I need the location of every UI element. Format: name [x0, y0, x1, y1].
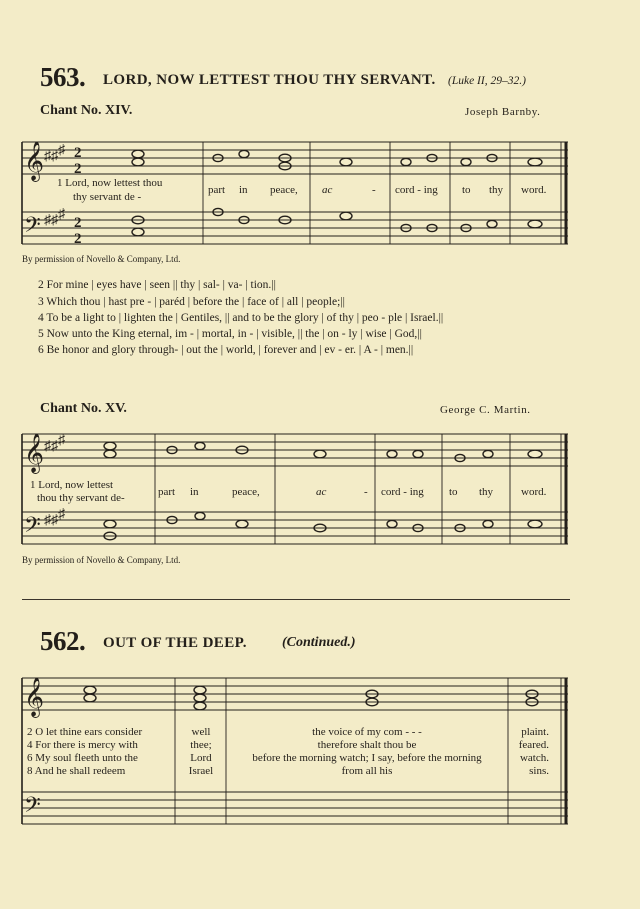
verse-line: from all his — [341, 765, 393, 777]
svg-text:2: 2 — [74, 145, 82, 161]
lyric-word: to — [462, 184, 471, 196]
svg-text:𝄞: 𝄞 — [24, 143, 45, 180]
lyric-intro-line-2: thy servant de - — [73, 191, 142, 203]
verse-line: watch. — [519, 752, 549, 764]
verse-line: sins. — [529, 765, 549, 777]
lyric-word: peace, — [270, 184, 298, 196]
lyric-intro-line-2: thou thy servant de- — [37, 492, 125, 504]
section-divider — [22, 599, 570, 600]
verse-line: feared. — [518, 739, 549, 751]
svg-text:𝄞: 𝄞 — [24, 679, 45, 716]
lyric-word: word. — [521, 486, 547, 498]
lyric-word: - — [372, 184, 376, 196]
verse-line: Israel — [188, 765, 214, 777]
lyric-word: in — [190, 486, 199, 498]
lyric-word: ac — [322, 184, 333, 196]
lyric-intro-line-1: 1 Lord, now lettest thou — [57, 177, 163, 189]
composer-name: Joseph Barnby. — [465, 106, 541, 118]
continued-label: (Continued.) — [282, 635, 356, 650]
verse-column-3 — [228, 726, 506, 778]
verse-column-1 — [27, 726, 142, 778]
lyric-word: thy — [479, 486, 494, 498]
svg-text:♯♯: ♯♯ — [44, 513, 58, 528]
verse-column-4 — [511, 726, 549, 778]
svg-text:𝄢: 𝄢 — [24, 213, 41, 242]
verse-line: before the morning watch; I say, before the morning — [252, 752, 482, 764]
lyric-word: word. — [521, 184, 547, 196]
svg-text:♯♯: ♯♯ — [44, 213, 58, 228]
hymn-number: 562. — [40, 626, 86, 656]
composer-name: George C. Martin. — [440, 404, 531, 416]
svg-text:♯: ♯ — [58, 433, 65, 448]
verse-line: plaint. — [521, 726, 549, 738]
svg-text:♯: ♯ — [58, 507, 65, 522]
lyric-word: - — [364, 486, 368, 498]
hymn-title: OUT OF THE DEEP. — [103, 635, 247, 651]
svg-text:2: 2 — [74, 215, 82, 231]
verse-line: 3 Which thou | hast pre - | paréd | before the | face of | all | people;|| — [38, 296, 345, 308]
svg-text:𝄢: 𝄢 — [24, 793, 41, 822]
verse-line: 8 And he shall redeem — [27, 765, 126, 777]
hymn-title: LORD, NOW LETTEST THOU THY SERVANT. — [103, 72, 436, 88]
verse-line: therefore shalt thou be — [317, 739, 417, 751]
lyric-word: in — [239, 184, 248, 196]
lyric-word: cord - ing — [395, 184, 438, 196]
lyric-word: part — [158, 486, 176, 498]
verse-line: 2 For mine | eyes have | seen || thy | sal- | va- | tion.|| — [38, 279, 276, 291]
svg-text:♯: ♯ — [58, 207, 65, 222]
chant-label: Chant No. XIV. — [40, 103, 133, 118]
lyric-word: thy — [489, 184, 504, 196]
lyric-word: cord - ing — [381, 486, 424, 498]
chant-label: Chant No. XV. — [40, 401, 127, 416]
lyric-word: part — [208, 184, 226, 196]
svg-text:2: 2 — [74, 161, 82, 177]
hymn-number: 563. — [40, 62, 86, 92]
svg-text:𝄞: 𝄞 — [24, 435, 45, 472]
verse-line: 6 My soul fleeth unto the — [27, 752, 138, 764]
svg-text:𝄢: 𝄢 — [24, 513, 41, 542]
verse-line: Lord — [190, 752, 212, 764]
lyric-word: to — [449, 486, 458, 498]
verse-line: well — [191, 726, 211, 738]
verse-line: 5 Now unto the King eternal, im - | mortal, in - | visible, || the | on - ly | wise | God,|| — [38, 328, 422, 340]
svg-text:♯: ♯ — [58, 143, 65, 158]
verse-line: thee; — [190, 739, 212, 751]
svg-text:♯♯: ♯♯ — [44, 149, 58, 164]
scripture-reference: (Luke II, 29–32.) — [448, 75, 526, 87]
verse-line: 4 For there is mercy with — [27, 739, 138, 751]
lyric-intro-line-1: 1 Lord, now lettest — [30, 479, 114, 491]
verse-line: the voice of my com - - - — [312, 726, 422, 738]
verse-line: 6 Be honor and glory through- | out the | world, | forever and | ev - er. | A - | men.|| — [38, 344, 414, 356]
verse-line: 4 To be a light to | lighten the | Gentiles, || and to be the glory | of thy | peo - ple | Israel.|| — [38, 312, 444, 324]
copyright-credit: By permission of Novello & Company, Ltd. — [22, 555, 181, 565]
lyric-word: ac — [316, 486, 327, 498]
verse-line: 2 O let thine ears consider — [27, 726, 143, 738]
svg-text:♯♯: ♯♯ — [44, 439, 58, 454]
svg-text:2: 2 — [74, 231, 82, 247]
verse-column-2 — [186, 726, 216, 778]
copyright-credit: By permission of Novello & Company, Ltd. — [22, 254, 181, 264]
lyric-word: peace, — [232, 486, 260, 498]
